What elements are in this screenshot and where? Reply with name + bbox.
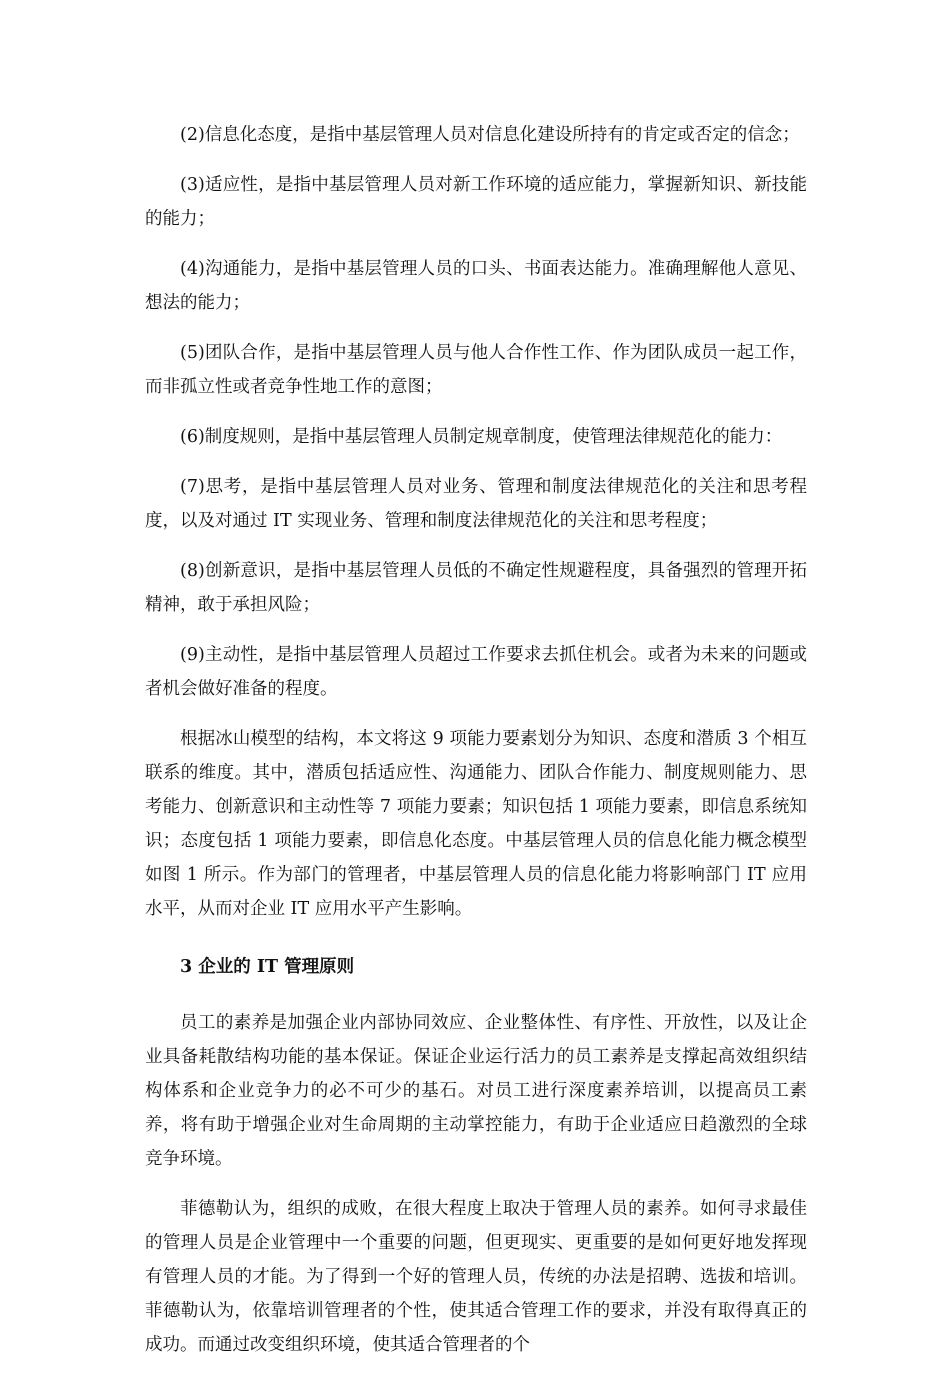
section-heading: 3 企业的 IT 管理原则 [180, 957, 355, 977]
section-paragraph: 菲德勒认为，组织的成败，在很大程度上取决于管理人员的素养。如何寻求最佳的管理人员是企业管理中一个重要的问题，但更现实、更重要的是如何更好地发挥现有管理人员的才能。为了得到一个好的管理人员，传统的办法是招聘、选拔和培训。菲德勒认为，依靠培训管理者的个性，使其适合管理工作的要求，并没有取得真正的成功。而通过改变组织环境，使其适合管理者的个 [145, 1199, 807, 1355]
section-paragraph: 员工的素养是加强企业内部协同效应、企业整体性、有序性、开放性，以及让企业具备耗散结构功能的基本保证。保证企业运行活力的员工素养是支撑起高效组织结构体系和企业竞争力的必不可少的基石。对员工进行深度素养培训，以提高员工素养，将有助于增强企业对生命周期的主动掌控能力，有助于企业适应日趋激烈的全球竞争环境。 [145, 1013, 807, 1169]
list-item-6: (6)制度规则，是指中基层管理人员制定规章制度，使管理法律规范化的能力： [180, 427, 783, 447]
document-body [145, 118, 807, 1378]
summary-paragraph: 根据冰山模型的结构，本文将这 9 项能力要素划分为知识、态度和潜质 3 个相互联系的维度。其中，潜质包括适应性、沟通能力、团队合作能力、制度规则能力、思考能力、创新意识和主动性等 7 项能力要素；知识包括 1 项能力要素，即信息系统知识；态度包括 1 项能力要素，即信息化态度。中基层管理人员的信息化能力概念模型如图 1 所示。作为部门的管理者，中基层管理人员的信息化能力将影响部门 IT 应用水平，从而对企业 IT 应用水平产生影响。 [145, 729, 807, 919]
list-item-2: (2)信息化态度，是指中基层管理人员对信息化建设所持有的肯定或否定的信念； [180, 125, 800, 145]
list-item-8: (8)创新意识，是指中基层管理人员低的不确定性规避程度，具备强烈的管理开拓精神，敢于承担风险； [145, 561, 807, 615]
list-item-5: (5)团队合作，是指中基层管理人员与他人合作性工作、作为团队成员一起工作，而非孤立性或者竞争性地工作的意图； [145, 343, 807, 397]
list-item-4: (4)沟通能力，是指中基层管理人员的口头、书面表达能力。准确理解他人意见、想法的能力； [145, 259, 807, 313]
list-item-7: (7)思考，是指中基层管理人员对业务、管理和制度法律规范化的关注和思考程度，以及对通过 IT 实现业务、管理和制度法律规范化的关注和思考程度； [145, 477, 807, 531]
list-item-3: (3)适应性，是指中基层管理人员对新工作环境的适应能力，掌握新知识、新技能的能力； [145, 175, 807, 229]
list-item-9: (9)主动性，是指中基层管理人员超过工作要求去抓住机会。或者为未来的问题或者机会做好准备的程度。 [145, 645, 807, 699]
